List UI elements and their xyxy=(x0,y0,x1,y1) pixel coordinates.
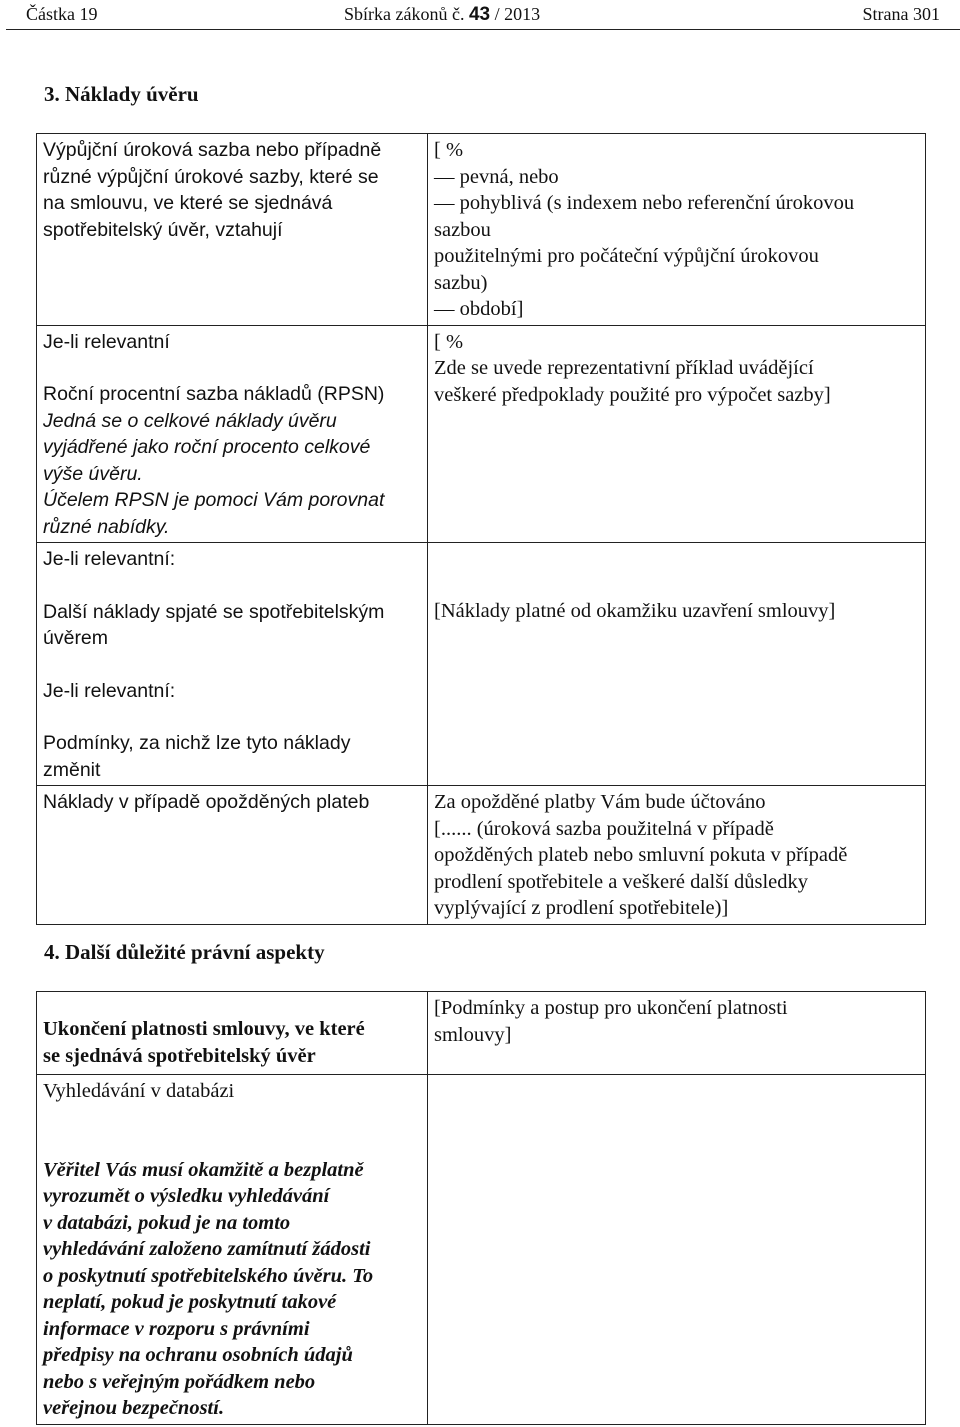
table-row xyxy=(37,134,926,326)
text-line: veřejnou bezpečností. xyxy=(43,1397,225,1419)
table-row xyxy=(37,325,926,543)
header-part: Částka 19 xyxy=(26,4,98,24)
table-row xyxy=(37,543,926,786)
termination-label xyxy=(37,992,428,1075)
text-line: různé výpůjční úrokové sazby, které se xyxy=(43,165,379,188)
text-line: vyjádřené jako roční procento celkové xyxy=(43,436,371,458)
section-title-costs: 3. Náklady úvěru xyxy=(44,82,199,106)
text-line: vyplývající z prodlení spotřebitele)] xyxy=(434,897,729,919)
relevance-label: Je-li relevantní: xyxy=(43,548,176,570)
text-line: o poskytnutí spotřebitelského úvěru. To xyxy=(43,1264,374,1287)
text-line: Výpůjční úroková sazba nebo případně xyxy=(43,139,382,161)
text-line: předpisy na ochranu osobních údajů xyxy=(43,1344,353,1366)
database-search-label xyxy=(37,1075,428,1425)
header-collection-year: / 2013 xyxy=(494,4,541,24)
section-title-legal: 4. Další důležité právní aspekty xyxy=(44,940,325,964)
text-line: [Náklady platné od okamžiku uzavření smlouvy] xyxy=(434,600,836,622)
text-line: se sjednává spotřebitelský úvěr xyxy=(43,1044,316,1067)
table-row xyxy=(37,786,926,925)
apr-name: Roční procentní sazba nákladů (RPSN) xyxy=(43,383,385,405)
text-line: vyhledávání založeno zamítnutí žádosti xyxy=(43,1238,371,1260)
other-costs-value xyxy=(428,543,926,786)
header-collection-number: 43 xyxy=(468,4,491,25)
text-line: — pevná, nebo xyxy=(434,165,559,188)
text-line: — období] xyxy=(434,298,524,320)
table-row xyxy=(37,992,926,1075)
text-line: neplatí, pokud je poskytnutí takové xyxy=(43,1291,337,1313)
costs-table xyxy=(36,133,926,925)
text-line: na smlouvu, ve které se sjednává xyxy=(43,192,333,214)
late-payment-label xyxy=(37,786,428,925)
text-line: [Podmínky a postup pro ukončení platnosti xyxy=(434,997,788,1019)
text-line: Účelem RPSN je pomoci Vám porovnat xyxy=(43,489,385,511)
header-collection-prefix: Sbírka zákonů č. xyxy=(344,4,465,24)
apr-value xyxy=(428,325,926,543)
text-line: úvěrem xyxy=(43,627,109,649)
text-line: spotřebitelský úvěr, vztahují xyxy=(43,218,283,241)
text-line: použitelnými pro počáteční výpůjční úrokovou xyxy=(434,245,819,267)
text-line: Náklady v případě opožděných plateb xyxy=(43,791,370,813)
apr-label xyxy=(37,325,428,543)
text-line: nebo s veřejným pořádkem nebo xyxy=(43,1370,316,1393)
relevance-label: Je-li relevantní xyxy=(43,330,170,353)
text-line: — pohyblivá (s indexem nebo referenční úrokovou xyxy=(434,192,855,214)
text-line: veškeré předpoklady použité pro výpočet sazby] xyxy=(434,383,831,406)
text-line: Jedná se o celkové náklady úvěru xyxy=(43,409,337,432)
text-line: Zde se uvede reprezentativní příklad uvádějící xyxy=(434,357,814,379)
text-line: Věřitel Vás musí okamžitě a bezplatně xyxy=(43,1158,364,1181)
text-line: informace v rozporu s právními xyxy=(43,1317,310,1340)
borrowing-rate-value xyxy=(428,134,926,326)
database-search-heading: Vyhledávání v databázi xyxy=(43,1080,235,1102)
relevance-label: Je-li relevantní: xyxy=(43,679,176,702)
header-divider xyxy=(6,29,960,30)
text-line: Další náklady spjaté se spotřebitelským xyxy=(43,600,385,623)
late-payment-value xyxy=(428,786,926,925)
borrowing-rate-label xyxy=(37,134,428,326)
header-collection xyxy=(344,4,540,26)
header-page-number: Strana 301 xyxy=(862,4,940,24)
text-line: Za opožděné platby Vám bude účtováno xyxy=(434,791,766,813)
text-line: různé nabídky. xyxy=(43,515,170,538)
text-line: vyrozumět o výsledku vyhledávání xyxy=(43,1185,330,1207)
text-line: Podmínky, za nichž lze tyto náklady xyxy=(43,732,351,754)
text-line: změnit xyxy=(43,758,101,781)
text-line: [...... (úroková sazba použitelná v případě xyxy=(434,817,774,840)
text-line: sazbu) xyxy=(434,271,488,294)
database-search-value xyxy=(428,1075,926,1425)
text-line: v databázi, pokud je na tomto xyxy=(43,1211,291,1234)
text-line: opožděných plateb nebo smluvní pokuta v případě xyxy=(434,844,848,866)
legal-table xyxy=(36,991,926,1425)
page-header xyxy=(0,0,960,32)
text-line: sazbou xyxy=(434,218,491,241)
other-costs-label xyxy=(37,543,428,786)
termination-value xyxy=(428,992,926,1075)
text-line: prodlení spotřebitele a veškeré další důsledky xyxy=(434,870,809,893)
text-line: výše úvěru. xyxy=(43,462,143,485)
text-line: [ % xyxy=(434,330,464,353)
table-row xyxy=(37,1075,926,1425)
text-line: [ % xyxy=(434,139,464,161)
text-line: Ukončení platnosti smlouvy, ve které xyxy=(43,1018,365,1040)
text-line: smlouvy] xyxy=(434,1023,512,1046)
